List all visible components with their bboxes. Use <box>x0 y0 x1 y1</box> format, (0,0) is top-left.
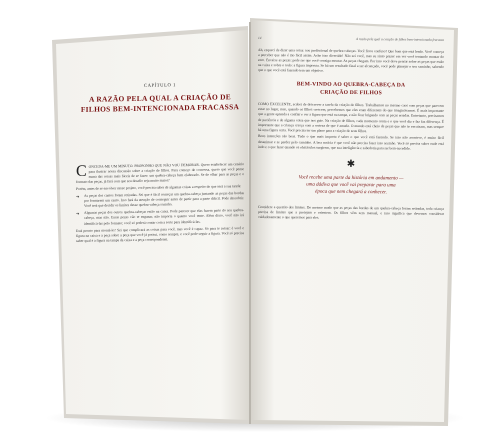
page-number: 14 <box>258 36 262 41</box>
chapter-title-line1: A RAZÃO PELA QUAL A CRIAÇÃO DE <box>88 92 232 104</box>
section-title <box>258 81 444 98</box>
quote-line-3: época que nem chegará a conhecer. <box>315 189 387 196</box>
right-paragraph-2: COMO EXCELENTE, acabei de descrever a tarefa da criação de filhos. Trabalhamos no mesmo caos com peças que parecem estar no lugar, mas, quando os filhos crescem, percebemos que eles eram diferentes do que imaginávamos. É mais importante que a gente aprenda a confiar e ver a figura que está na tampa, e não ficar brigando com as peças erradas. Entretanto, precisamos de paciência e de alguma coisa que nos guie. Na criação de filhos, cada momento conta e o que você diz e faz faz diferença. É importante que a criança cresça com a certeza de que é amada. O mundo está cheio de peças que não se encaixam, mas sempre há uma figura certa. Você precisa ter um plano para a criação de seus filhos. <box>258 102 444 133</box>
arrow-bullet-icon: ➔ <box>76 193 80 199</box>
bullet-item-1 <box>76 191 244 209</box>
chapter-label: CAPÍTULO 1 <box>143 82 177 88</box>
left-body <box>76 162 244 244</box>
right-page <box>258 36 444 420</box>
right-paragraph-4: Considere a questão dos limites. Do mesmo modo que as peças das bordas de um quebra-cabeça foram retiradas, toda criança precisa de limites que a protejam e orientem. Os filhos vêm sem manual, e isso significa que devemos considerar cuidadosamente o que queremos para eles. <box>258 204 444 220</box>
bullet-1-text: As peças dos cantos foram retiradas. Sei que é fácil começar um quebra-cabeça juntando as peças das bordas por formarem um canto. Isso fará da atenção de conseguir antes de partir para a parte difícil. Pode descobrir. Você terá que decidir os limites desse quebra-cabeça sozinho. <box>84 190 244 208</box>
left-paragraph-1 <box>76 162 244 185</box>
right-body-2 <box>258 102 444 151</box>
arrow-bullet-icon: ➔ <box>76 211 80 217</box>
quote-line-1: Você recebe uma parte da história em andamento — <box>298 175 404 182</box>
left-paragraph-2: Porém, antes de se envolver nesse projeto, você precisa saber de algumas coisas a respeito do que será a sua tarefa: <box>76 184 242 191</box>
bullet-2-text: Algumas peças dos outros quebra-cabeças estão na caixa. Pode parecer que elas fazem parte do seu quebra-cabeça, mas não. Essas peças vão te enganar, não importa o quanto você tente. Além disso, você não irá identificá-las pelo formato; você só poderá contar com a sorte para identificá-las. <box>84 208 244 226</box>
bullet-item-2 <box>76 208 244 226</box>
right-paragraph-3: Bons intenções são boas. Tudo o que mais importa é saber o que você está fazendo. Se isso não acontece, é muito fácil desanimar e se perder pelo caminho. A boa notícia é que você não precisa fazer isso sozinho. Você só precisa saber onde está indo e o que fazer quando os obstáculos surgirem, que sua inteligência e sabedoria para ser bem-sucedido. <box>258 134 444 151</box>
running-head <box>258 36 444 42</box>
asterisk-ornament-icon: ✱ <box>346 158 356 170</box>
running-head-title: A razão pela qual a criação de filhos bem-intencionada fracassa <box>356 37 444 42</box>
right-paragraph-1: Ah, esqueci de dizer uma coisa: sou profissional de quebra-cabeças. Você ficou confuso? Que bom que está lendo. Você começa a perceber que não é tão fácil assim. Acho isso divertido! Não sei você, mas eu sinto prazer em ver você tentando montar do zero. Encaixe as peças: pode ser que você consiga montar. As peças chegam. Por isso você deve pensar sobre as peças que estão na caixa e sobre o todo: a figura impressa. Se há um resultado final a ser alcançado, você pode planejar o seu caminho, sabendo que o que você está fazendo tem um objetivo. <box>258 48 444 74</box>
drop-cap: C <box>76 162 87 180</box>
left-paragraph-3: Está pronto para montá-lo? Sei que complicará as coisas para você, mas você é capaz. Só para te avisar: é você e figura na caixa e a peça sobre a peça que você já possui, como sempre, e você pode seguir a figura. Você só precisa saber qual é a figura na tampa da caixa e a peça correspondente. <box>76 226 244 244</box>
left-paragraph-1-text: ONCEDA-ME UM MINUTO. PROPONHO QUE NÃO VOU DEMORAR. Quero estabelecer um cenário para ilustrar nossa discussão sobre a criação de filhos. Para começo de conversa, quero que você pense numa das coisas mais fáceis de se fazer: um quebra-cabeça bem elaborado. Se de olhar para as peças e o formato das peças, já fará com que seu desafio seja muito maior? <box>76 162 244 185</box>
chapter-title <box>76 92 244 115</box>
quote-line-2: uma dádiva que você vai preparar para uma <box>306 182 396 189</box>
left-page <box>76 47 244 410</box>
pull-quote <box>258 174 444 197</box>
chapter-title-line2: FILHOS BEM-INTENCIONADA FRACASSA <box>80 102 240 114</box>
right-body <box>258 48 444 75</box>
section-title-line2: CRIAÇÃO DE FILHOS <box>320 89 382 97</box>
section-title-line1: BEM-VINDO AO QUEBRA-CABEÇA DA <box>296 81 406 90</box>
right-body-3 <box>258 205 444 222</box>
